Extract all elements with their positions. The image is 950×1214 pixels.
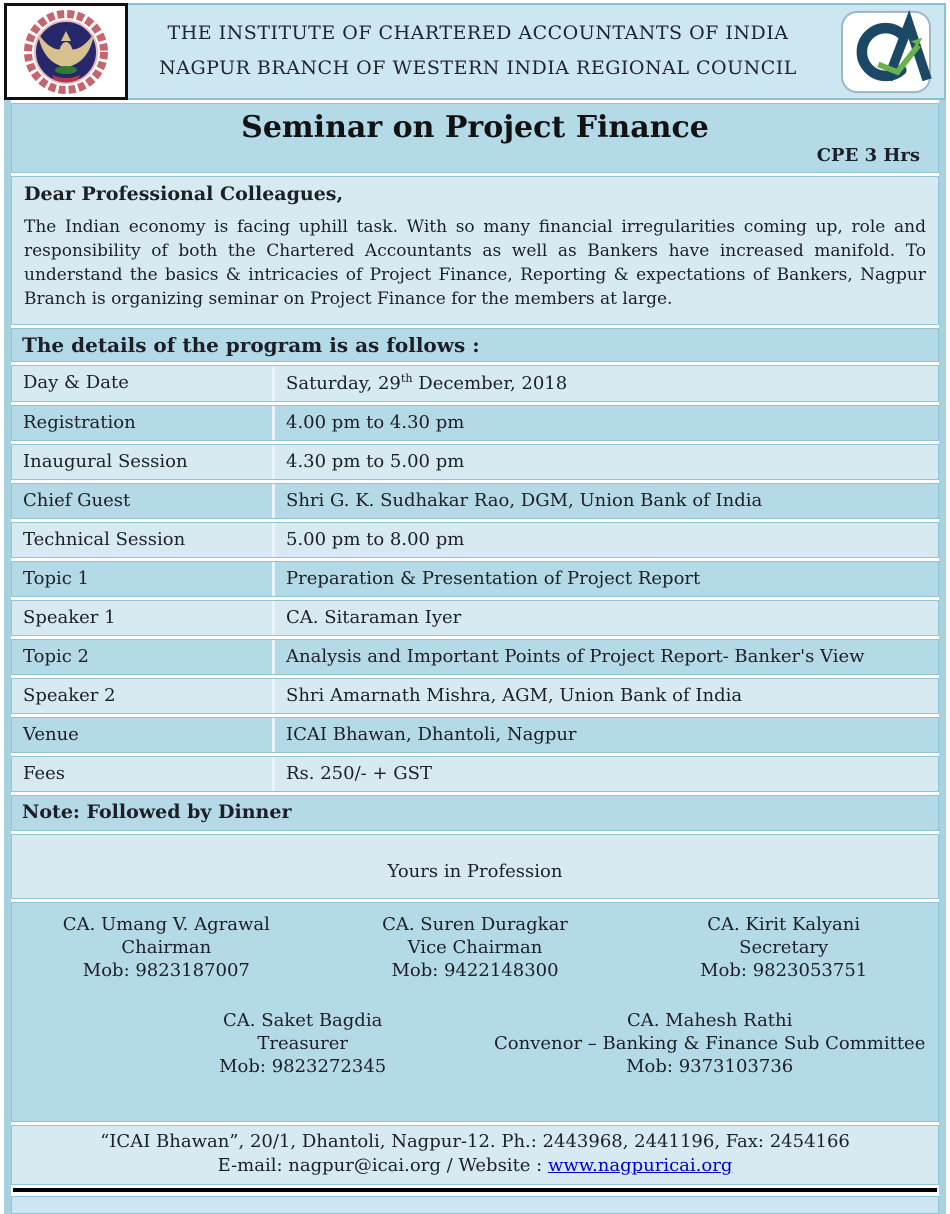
table-row-chief-guest — [11, 483, 939, 519]
closing-line: Yours in Profession — [11, 834, 939, 899]
signatory-role: Vice Chairman — [407, 936, 543, 958]
cpe-hours-label: CPE 3 Hrs — [816, 145, 920, 166]
signatory-mobile: Mob: 9422148300 — [391, 960, 559, 982]
row-label: Topic 2 — [23, 645, 89, 667]
table-row-speaker-1 — [11, 600, 939, 636]
table-row-venue — [11, 717, 939, 753]
row-value: 4.30 pm to 5.00 pm — [272, 445, 938, 479]
table-row-registration — [11, 405, 939, 441]
date-prefix: Saturday, 29 — [286, 372, 401, 394]
org-name-line1: THE INSTITUTE OF CHARTERED ACCOUNTANTS OF INDIA — [167, 21, 789, 44]
program-table — [11, 365, 939, 792]
row-label: Inaugural Session — [23, 450, 188, 472]
row-value: Analysis and Important Points of Project Report- Banker's View — [272, 640, 938, 674]
signatory-treasurer — [124, 1009, 481, 1079]
row-label: Speaker 1 — [23, 606, 116, 628]
page-title: Seminar on Project Finance — [241, 110, 709, 145]
row-label: Chief Guest — [23, 489, 131, 511]
signatory-chairman — [12, 913, 321, 983]
intro-paragraph: The Indian economy is facing uphill task. With so many financial irregularities coming up, role and responsibility of both the Chartered Accountants as well as Bankers have increased manifold. To understand the basics & intricacies of Project Finance, Reporting & expectations of Bankers, Nagpur Branch is organizing seminar on Project Finance for the members at large. — [24, 217, 926, 310]
row-value: 4.00 pm to 4.30 pm — [272, 406, 938, 440]
row-value: 5.00 pm to 8.00 pm — [272, 523, 938, 557]
row-value: CA. Sitaraman Iyer — [272, 601, 938, 635]
row-label: Day & Date — [23, 371, 129, 393]
intro-section — [11, 176, 939, 325]
table-row-inaugural-session — [11, 444, 939, 480]
signatory-mobile: Mob: 9823272345 — [219, 1056, 387, 1078]
table-row-technical-session — [11, 522, 939, 558]
signatory-mobile: Mob: 9823053751 — [700, 960, 868, 982]
details-heading: The details of the program is as follows : — [11, 328, 939, 362]
row-value: Rs. 250/- + GST — [272, 757, 938, 791]
title-band — [11, 103, 939, 173]
signatory-mobile: Mob: 9373103736 — [626, 1056, 794, 1078]
date-ordinal: th — [400, 371, 413, 385]
signatory-name: CA. Umang V. Agrawal — [62, 913, 270, 935]
row-value: Shri G. K. Sudhakar Rao, DGM, Union Bank of India — [272, 484, 938, 518]
icai-emblem-box — [4, 3, 128, 100]
table-row-topic-1 — [11, 561, 939, 597]
row-value: Shri Amarnath Mishra, AGM, Union Bank of India — [272, 679, 938, 713]
table-row-topic-2 — [11, 639, 939, 675]
signatory-name: CA. Suren Duragkar — [382, 913, 568, 935]
row-value: ICAI Bhawan, Dhantoli, Nagpur — [272, 718, 938, 752]
signatory-role: Chairman — [121, 936, 212, 958]
ca-logo-icon — [838, 9, 934, 95]
footer-address: “ICAI Bhawan”, 20/1, Dhantoli, Nagpur-12. Ph.: 2443968, 2441196, Fax: 2454166 — [100, 1130, 850, 1152]
signatory-name: CA. Kirit Kalyani — [707, 913, 861, 935]
document-body — [4, 100, 946, 1214]
row-label: Fees — [23, 762, 66, 784]
row-label: Speaker 2 — [23, 684, 116, 706]
signatory-mobile: Mob: 9823187007 — [82, 960, 250, 982]
org-name-line2: NAGPUR BRANCH OF WESTERN INDIA REGIONAL COUNCIL — [159, 57, 797, 80]
signatory-name: CA. Saket Bagdia — [223, 1009, 383, 1031]
table-row-day-date — [11, 365, 939, 402]
header-titles — [128, 5, 828, 98]
row-value: Preparation & Presentation of Project Report — [272, 562, 938, 596]
footer-contact-line — [20, 1154, 930, 1178]
salutation: Dear Professional Colleagues, — [24, 183, 344, 205]
row-value — [272, 366, 938, 401]
table-row-fees — [11, 756, 939, 792]
bottom-divider-rule — [13, 1188, 937, 1192]
signatory-vice-chairman — [321, 913, 630, 983]
signatory-secretary — [629, 913, 938, 983]
icai-emblem-icon — [15, 9, 117, 95]
signatory-name: CA. Mahesh Rathi — [626, 1009, 793, 1031]
row-label: Registration — [23, 411, 136, 433]
row-label: Topic 1 — [23, 567, 89, 589]
signatories-row-2 — [12, 1009, 938, 1079]
ca-logo-box — [828, 5, 944, 98]
dinner-note: Note: Followed by Dinner — [11, 795, 939, 831]
row-label: Technical Session — [23, 528, 186, 550]
signatory-role: Convenor – Banking & Finance Sub Committee — [494, 1033, 926, 1055]
bottom-strip — [11, 1196, 939, 1214]
table-row-speaker-2 — [11, 678, 939, 714]
header — [4, 3, 946, 100]
date-suffix: December, 2018 — [412, 372, 568, 394]
signatories-section — [11, 902, 939, 1122]
footer-contact — [11, 1125, 939, 1186]
signatories-row-1 — [12, 913, 938, 983]
signatory-role: Secretary — [739, 936, 829, 958]
signatory-role: Treasurer — [257, 1033, 349, 1055]
signatory-convenor — [481, 1009, 938, 1079]
footer-email-text: E-mail: nagpur@icai.org / Website : — [217, 1155, 548, 1177]
row-label: Venue — [23, 723, 79, 745]
website-link[interactable]: www.nagpuricai.org — [547, 1155, 733, 1177]
